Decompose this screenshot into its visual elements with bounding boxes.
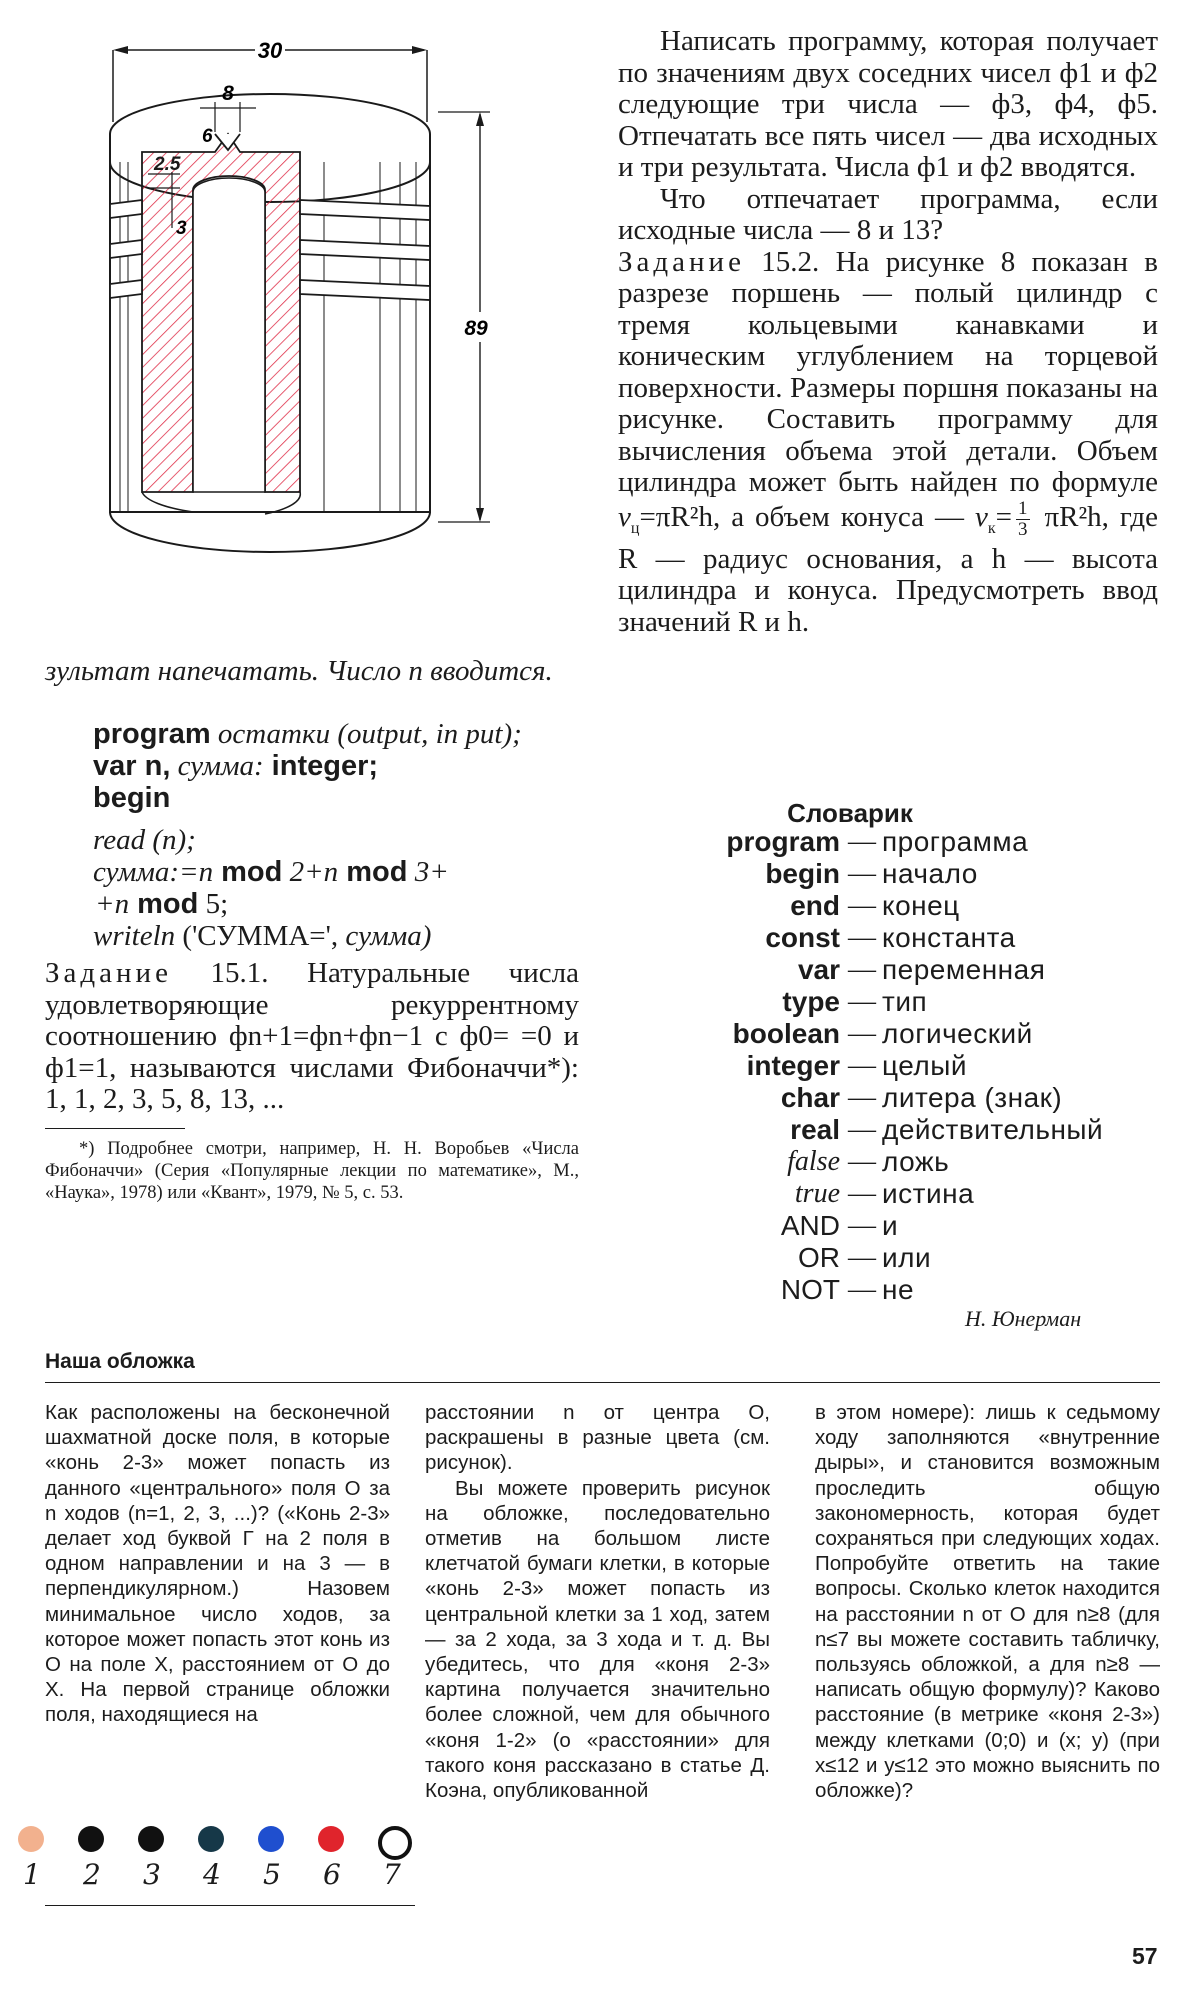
dictionary-entry	[595, 1114, 1155, 1146]
code-block	[93, 718, 593, 952]
dictionary-author: Н. Юнерман	[965, 1306, 1082, 1331]
task-label: Задание	[618, 245, 745, 278]
paragraph: в этом номере): лишь к седьмому ходу заполняются «внутренние дыры», и становится возможным проследить общую закономерность, которая будет сохраняться при следующих ходах. Попробуйте ответить на такие вопросы. Сколько клеток находится на расстоянии n от O для n≥8 (для n≤7 вы можете составить табличку, пользуясь обложкой, а для n≥8 — написать общую формулу)? Каково расстояние (в метрике «коня 2-3») между клетками (0;0) и (x; y) (при x≤12 и y≤12 это можно выяснить по обложке)?	[815, 1401, 1160, 1803]
dictionary-term: real	[790, 1114, 840, 1145]
dictionary-definition: тип	[882, 986, 928, 1017]
formula-v: v	[975, 500, 988, 533]
dimension-depth-label: 6	[202, 126, 213, 147]
dictionary-term: begin	[765, 858, 840, 889]
dictionary-definition: истина	[882, 1178, 975, 1209]
dimension-groove-width-label: 2.5	[154, 154, 181, 175]
dimension-groove-depth-label: 3	[176, 218, 187, 239]
legend-swatch	[378, 1826, 412, 1860]
fraction-numerator: 1	[1018, 497, 1028, 519]
dictionary-term: OR	[798, 1242, 840, 1273]
intro-text: зультат напечатать. Число n вводится.	[45, 655, 553, 687]
dictionary-term: integer	[746, 1050, 840, 1081]
dictionary-definition: начало	[882, 858, 978, 889]
task-text: 15.2. На рисунке 8 показан в разрезе поршень — полый цилиндр с тремя кольцевыми канавками и коническим углублением на торцевой поверхности. Размеры поршня показаны на рисунке. Составить программу для вычисления объема этой детали. Объем цилиндра может быть найден по формуле	[618, 245, 1158, 498]
dictionary-entry	[595, 986, 1155, 1018]
dictionary-definition: конец	[882, 890, 960, 921]
dictionary-dash: —	[848, 1082, 876, 1113]
code-line: +n mod 5;	[95, 888, 229, 920]
paragraph: Написать программу, которая получает по значениям двух соседних чисел ф1 и ф2 следующие три числа — ф3, ф4, ф5. Отпечатать все пять чисел — два исходных и три результата. Числа ф1 и ф2 вводятся.	[618, 25, 1158, 183]
formula-sub: ц	[630, 519, 640, 537]
dictionary-dash: —	[848, 1274, 876, 1305]
legend-label: 4	[203, 1858, 221, 1891]
footnote-rule	[45, 1128, 185, 1129]
dictionary-dash: —	[848, 890, 876, 921]
right-column-text	[618, 26, 1158, 638]
task-15-2	[618, 247, 1158, 639]
legend-swatch	[258, 1826, 284, 1852]
dictionary-dash: —	[848, 1018, 876, 1049]
dictionary-term: type	[782, 986, 840, 1017]
formula-rhs: =πR²h, а объем конуса —	[639, 500, 975, 533]
dictionary-term: false	[787, 1146, 840, 1177]
dictionary-entry	[595, 1242, 1155, 1274]
dictionary-term: AND	[780, 1210, 840, 1241]
code-line: var n, сумма: integer;	[93, 750, 379, 782]
legend-swatch	[198, 1826, 224, 1852]
cover-column-1	[45, 1400, 390, 1728]
dictionary-dash: —	[848, 826, 876, 857]
dictionary-dash: —	[848, 1146, 876, 1177]
fraction	[1016, 499, 1030, 540]
dictionary-term: program	[726, 826, 840, 857]
legend-label: 3	[143, 1858, 161, 1891]
dictionary-definition: действительный	[882, 1114, 1104, 1145]
footnote: *) Подробнее смотри, например, Н. Н. Воробьев «Числа Фибоначчи» (Серия «Популярные лекции по математике», М., «Наука», 1978) или «Квант», 1979, № 5, с. 53.	[45, 1139, 579, 1203]
dictionary-entry	[595, 826, 1155, 858]
legend-swatch	[138, 1826, 164, 1852]
legend-swatch	[318, 1826, 344, 1852]
dictionary-definition: и	[882, 1210, 899, 1241]
dictionary-dash: —	[848, 1242, 876, 1273]
dictionary-term: char	[780, 1082, 840, 1113]
dictionary-definition: не	[882, 1274, 915, 1305]
dictionary-dash: —	[848, 1114, 876, 1145]
dictionary-term: NOT	[780, 1274, 840, 1305]
task-label: Задание	[45, 957, 172, 989]
dictionary-term: end	[790, 890, 840, 921]
formula-tail: πR²h, где R — радиус основания, а h — высота цилиндра и конуса. Предусмотреть ввод значений R и h.	[618, 500, 1158, 638]
dictionary-definition: переменная	[882, 954, 1046, 985]
dictionary-definition: константа	[882, 922, 1016, 953]
legend-label: 7	[383, 1858, 401, 1891]
dictionary-definition: логический	[882, 1018, 1033, 1049]
task-15-1	[45, 958, 579, 1116]
dictionary-term: true	[794, 1178, 840, 1209]
legend-label: 1	[23, 1858, 41, 1891]
dictionary-definition: программа	[882, 826, 1029, 857]
dictionary-term: const	[765, 922, 840, 953]
cover-column-2	[425, 1400, 770, 1803]
cover-column-3	[815, 1400, 1160, 1803]
legend-swatch	[18, 1826, 44, 1852]
dictionary-definition: литера (знак)	[882, 1082, 1063, 1113]
dictionary-definition: или	[882, 1242, 932, 1273]
legend-swatch	[78, 1826, 104, 1852]
dictionary-dash: —	[848, 1210, 876, 1241]
fraction-denominator: 3	[1018, 518, 1028, 540]
dictionary-entry	[595, 1082, 1155, 1114]
formula-v: v	[618, 500, 631, 533]
dimension-height	[438, 112, 490, 522]
piston-figure	[80, 22, 580, 582]
dictionary-entry	[595, 1274, 1155, 1306]
dimension-cone-label: 8	[222, 82, 234, 105]
code-line: writeln ('СУММА=', сумма)	[93, 920, 432, 952]
color-legend	[0, 1818, 420, 1898]
paragraph: Вы можете проверить рисунок на обложке, последовательно отметив на большом листе клетчатой бумаги клетки, в которые «конь 2-3» может попасть из центральной клетки за 1 ход, затем — за 2 хода, за 3 хода и т. д. Вы убедитесь, что для «коня 2-3» картина получается значительно более сложной, чем для обычного «коня 1-2» (о «расстоянии» для такого коня рассказано в статье Д. Коэна, опубликованной	[425, 1476, 770, 1803]
dimension-height-label: 89	[464, 317, 488, 340]
dictionary-term: boolean	[732, 1018, 840, 1049]
dictionary-entry	[595, 1210, 1155, 1242]
cover-section-title: Наша обложка	[45, 1350, 195, 1373]
dictionary-entry	[595, 922, 1155, 954]
code-line: begin	[93, 782, 171, 814]
dictionary-entry	[595, 954, 1155, 986]
dictionary-term: var	[797, 954, 840, 985]
dictionary-entry	[595, 1018, 1155, 1050]
dictionary-entry	[595, 1146, 1155, 1178]
dictionary-list	[595, 826, 1155, 1306]
dictionary-dash: —	[848, 1050, 876, 1081]
dictionary-title: Словарик	[787, 798, 913, 828]
paragraph: Что отпечатает программа, если исходные числа — 8 и 13?	[618, 182, 1158, 246]
legend-rule	[45, 1905, 415, 1906]
dictionary-dash: —	[848, 922, 876, 953]
dimension-width-label: 30	[257, 38, 283, 63]
dictionary-entry	[595, 890, 1155, 922]
section-rule	[45, 1382, 1160, 1383]
legend-label: 5	[263, 1858, 281, 1891]
dictionary-dash: —	[848, 986, 876, 1017]
dictionary-dash: —	[848, 858, 876, 889]
code-line: program остатки (output, in put);	[93, 718, 522, 750]
page-number: 57	[1132, 1943, 1158, 1969]
formula-eq: =	[995, 500, 1013, 533]
dictionary-definition: ложь	[882, 1146, 950, 1177]
formula-sub: к	[987, 519, 996, 537]
legend-label: 2	[83, 1858, 101, 1891]
dictionary-entry	[595, 1050, 1155, 1082]
dictionary-definition: целый	[882, 1050, 967, 1081]
paragraph: Как расположены на бесконечной шахматной доске поля, в которые «конь 2-3» может попасть из данного «центрального» поля O за n ходов (n=1, 2, 3, ...)? («Конь 2-3» делает ход буквой Г на 2 поля в одном направлении и на 3 — в перпендикулярном.) Назовем минимальное число ходов, за которое может попасть этот конь из O на поле X, расстоянием от O до X. На первой странице обложки поля, находящиеся на	[45, 1401, 390, 1727]
dictionary-entry	[595, 1178, 1155, 1210]
dictionary-dash: —	[848, 1178, 876, 1209]
legend-label: 6	[323, 1858, 341, 1891]
dictionary-dash: —	[848, 954, 876, 985]
code-line: сумма:=n mod 2+n mod 3+	[93, 856, 449, 888]
paragraph: расстоянии n от центра O, раскрашены в разные цвета (см. рисунок).	[425, 1401, 770, 1475]
dictionary-entry	[595, 858, 1155, 890]
task-text: 15.1. Натуральные числа удовлетворяющие рекуррентному соотношению фn+1=фn+фn−1 с ф0= =0 и ф1=1, называются числами Фибоначчи*): 1, 1, 2, 3, 5, 8, 13, ...	[45, 957, 579, 1115]
code-line: read (n);	[93, 824, 196, 856]
